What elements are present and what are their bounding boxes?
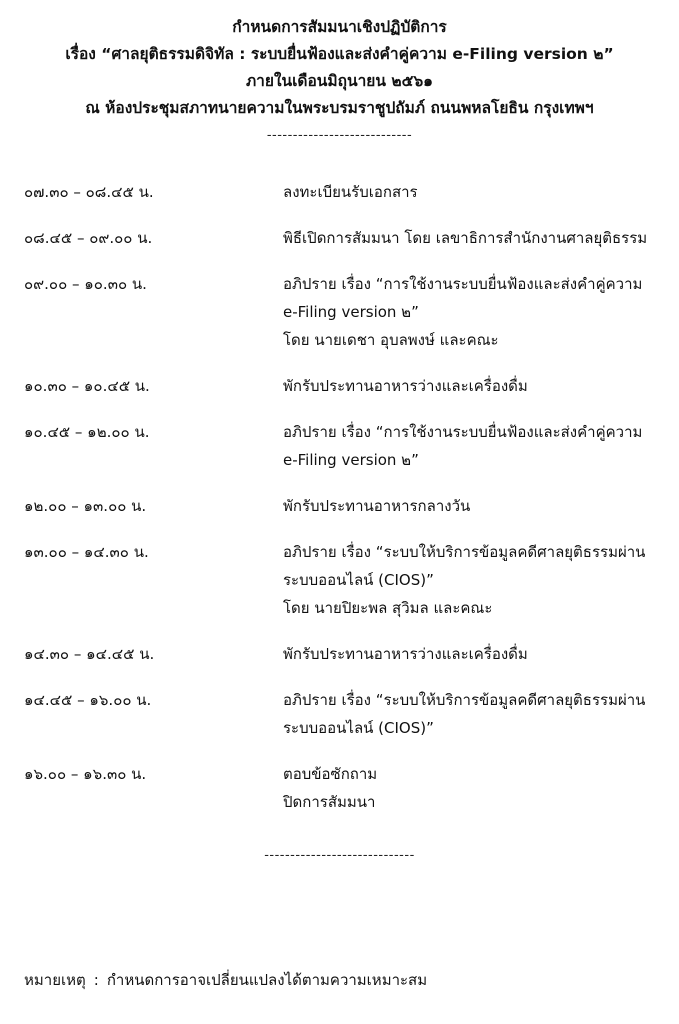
schedule-description-line: e-Filing version ๒” (283, 303, 419, 321)
schedule-description (283, 538, 673, 622)
schedule-description-line: ตอบข้อซักถาม (283, 765, 378, 783)
schedule-description (283, 372, 673, 400)
schedule-time: ๑๓.๐๐ – ๑๔.๓๐ น. (24, 543, 149, 561)
schedule-description-line: ระบบออนไลน์ (CIOS)” (283, 719, 434, 737)
schedule-description-line: ปิดการสัมมนา (283, 793, 376, 811)
remark-text: กำหนดการอาจเปลี่ยนแปลงได้ตามความเหมาะสม (106, 971, 428, 989)
schedule-row (0, 538, 679, 622)
schedule-row (0, 178, 679, 206)
schedule-row (0, 270, 679, 354)
schedule-description-line: ลงทะเบียนรับเอกสาร (283, 183, 418, 201)
schedule-row (0, 760, 679, 816)
schedule-time: ๑๐.๔๕ – ๑๒.๐๐ น. (24, 423, 150, 441)
remark-label: หมายเหตุ (24, 971, 86, 989)
schedule-time: ๑๖.๐๐ – ๑๖.๓๐ น. (24, 765, 147, 783)
header-venue: ณ ห้องประชุมสภาทนายความในพระบรมราชูปถัมภ์ ถนนพหลโยธิน กรุงเทพฯ (85, 99, 594, 117)
header-date: ภายในเดือนมิถุนายน ๒๕๖๑ (245, 72, 434, 90)
schedule-description (283, 270, 673, 354)
schedule-time: ๐๙.๐๐ – ๑๐.๓๐ น. (24, 275, 147, 293)
remark-separator: : (93, 971, 99, 989)
header-subject: เรื่อง “ศาลยุติธรรมดิจิทัล : ระบบยื่นฟ้องและส่งคำคู่ความ e-Filing version ๒” (65, 45, 614, 63)
schedule-description (283, 760, 673, 816)
schedule-time: ๑๔.๔๕ – ๑๖.๐๐ น. (24, 691, 152, 709)
remark (24, 968, 427, 992)
schedule-description-line: อภิปราย เรื่อง “การใช้งานระบบยื่นฟ้องและส่งคำคู่ความ (283, 423, 643, 441)
schedule-row (0, 640, 679, 668)
schedule-description-line: อภิปราย เรื่อง “ระบบให้บริการข้อมูลคดีศาลยุติธรรมผ่าน (283, 543, 646, 561)
schedule-row (0, 492, 679, 520)
schedule-time: ๑๐.๓๐ – ๑๐.๔๕ น. (24, 377, 150, 395)
schedule-description (283, 178, 673, 206)
schedule-time: ๐๘.๔๕ – ๐๙.๐๐ น. (24, 229, 153, 247)
schedule-description-line: อภิปราย เรื่อง “การใช้งานระบบยื่นฟ้องและส่งคำคู่ความ (283, 275, 643, 293)
schedule-list (0, 178, 679, 834)
schedule-description-line: พักรับประทานอาหารว่างและเครื่องดื่ม (283, 377, 528, 395)
footer-divider: ----------------------------- (264, 848, 415, 863)
schedule-description-line: พักรับประทานอาหารว่างและเครื่องดื่ม (283, 645, 528, 663)
schedule-description (283, 418, 673, 474)
schedule-description-line: ระบบออนไลน์ (CIOS)” (283, 571, 434, 589)
schedule-time: ๑๔.๓๐ – ๑๔.๔๕ น. (24, 645, 155, 663)
schedule-time: ๑๒.๐๐ – ๑๓.๐๐ น. (24, 497, 147, 515)
schedule-description-line: โดย นายเดชา อุบลพงษ์ และคณะ (283, 331, 499, 349)
schedule-description (283, 686, 673, 742)
schedule-time: ๐๗.๓๐ – ๐๘.๔๕ น. (24, 183, 154, 201)
header-divider: ---------------------------- (266, 128, 413, 143)
schedule-description-line: พักรับประทานอาหารกลางวัน (283, 497, 471, 515)
schedule-row (0, 224, 679, 252)
schedule-description-line: โดย นายปิยะพล สุวิมล และคณะ (283, 599, 493, 617)
schedule-description-line: อภิปราย เรื่อง “ระบบให้บริการข้อมูลคดีศาลยุติธรรมผ่าน (283, 691, 646, 709)
schedule-description (283, 224, 673, 252)
schedule-row (0, 418, 679, 474)
schedule-row (0, 372, 679, 400)
schedule-description-line: พิธีเปิดการสัมมนา โดย เลขาธิการสำนักงานศาลยุติธรรม (283, 229, 648, 247)
schedule-description-line: e-Filing version ๒” (283, 451, 419, 469)
document-header (0, 14, 679, 146)
header-title: กำหนดการสัมมนาเชิงปฏิบัติการ (232, 18, 447, 36)
schedule-description (283, 492, 673, 520)
schedule-row (0, 686, 679, 742)
schedule-description (283, 640, 673, 668)
